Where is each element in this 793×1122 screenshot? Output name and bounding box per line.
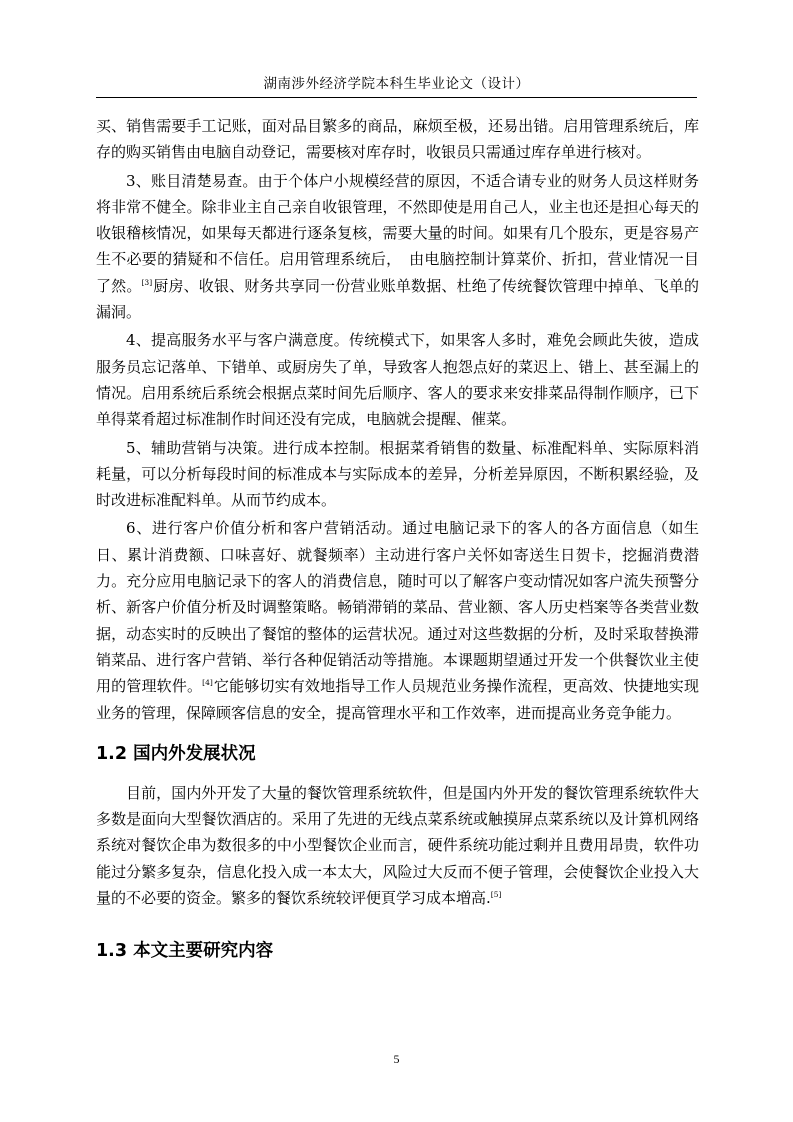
paragraph-point-5: 5、辅助营销与决策。进行成本控制。根据菜肴销售的数量、标准配料单、实际原料消耗量，可以分析每段时间的标准成本与实际成本的差异，分析差异原因，不断积累经验，及时改进标准配料单。从而节约成本。 xyxy=(96,438,699,510)
paragraph-development-status xyxy=(96,780,699,911)
paragraph-point-3-text-b: 厨房、收银、财务共享同一份营业账单数据、杜绝了传统餐饮管理中掉单、飞单的漏洞。 xyxy=(96,276,699,322)
section-heading-1-2: 1.2 国内外发展状况 xyxy=(96,743,256,764)
page-header: 湖南涉外经济学院本科生毕业论文（设计） xyxy=(263,76,530,92)
citation-5: [5] xyxy=(490,890,502,900)
paragraph-point-4: 4、提高服务水平与客户满意度。传统模式下，如果客人多时，难免会顾此失彼，造成服务员忘记落单、下错单、或厨房失了单，导致客人抱怨点好的菜迟上、错上、甚至漏上的情况。启用系统后系统会根据点菜时间先后顺序、客人的要求来安排菜品得制作顺序，已下单得菜肴超过标准制作时间还没有完成，电脑就会提醒、催菜。 xyxy=(96,331,699,429)
header-rule xyxy=(96,97,697,98)
citation-3: [3] xyxy=(141,277,153,287)
paragraph-point-6 xyxy=(96,515,699,725)
section-heading-1-3: 1.3 本文主要研究内容 xyxy=(96,941,274,962)
paragraph-development-status-text: 目前，国内外开发了大量的餐饮管理系统软件，但是国内外开发的餐饮管理系统软件大多数是面向大型餐饮酒店的。采用了先进的无线点菜系统或触摸屏点菜系统以及计算机网络系统对餐饮企串为数很多的中小型餐饮企业而言，硬件系统功能过剩并且费用昂贵，软件功能过分繁多复杂，信息化投入成一本太大，风险过大反而不便子管理，会使餐饮企业投入大量的不必要的资金。繁多的餐饮系统较评便頁学习成本増高. xyxy=(96,783,699,908)
citation-4: [4] xyxy=(202,678,213,688)
paragraph-point-3-text-a: 3、账目清楚易查。由于个体户小规模经营的原因，不适合请专业的财务人员这样财务将非常不健全。除非业主自己亲自收银管理，不然即使是用自己人，业主也还是担心每天的收银稽核情况，如果每天都进行逐条复核，需要大量的时间。如果有几个股东，更是容易产生不必要的猜疑和不信任。启用管理系统后， 由电脑控制计算菜价、折扣，营业情况一目了然。 xyxy=(96,171,699,295)
paragraph-point-6-text-a: 6、进行客户价值分析和客户营销活动。通过电脑记录下的客人的各方面信息（如生日、累计消费额、口味喜好、就餐频率）主动进行客户关怀如寄送生日贺卡，挖掘消费潜力。充分应用电脑记录下的客人的消费信息，随时可以了解客户变动情况如客户流失预警分析、新客户价值分析及时调整策略。畅销滞销的菜品、营业额、客人历史档案等各类营业数据，动态实时的反映出了餐馆的整体的运营状况。通过对这些数据的分析，及时采取替换滞销菜品、进行客户营销、举行各种促销活动等措施。本课题期望通过开发一个供餐饮业主使用的管理软件。 xyxy=(96,519,699,696)
paragraph-point-6-text-b: 它能够切实有效地指导工作人员规范业务操作流程，更高效、快捷地实现业务的管理，保障顾客信息的安全，提高管理水平和工作效率，进而提高业务竞争能力。 xyxy=(96,677,699,722)
paragraph-point-3 xyxy=(96,168,699,326)
page-number: 5 xyxy=(393,1052,400,1066)
document-body xyxy=(96,113,699,963)
paragraph-inventory: 买、销售需要手工记账，面对品目繁多的商品，麻烦至极，还易出错。启用管理系统后，库存的购买销售由电脑自动登记，需要核对库存时，收银员只需通过库存单进行核对。 xyxy=(96,117,699,162)
